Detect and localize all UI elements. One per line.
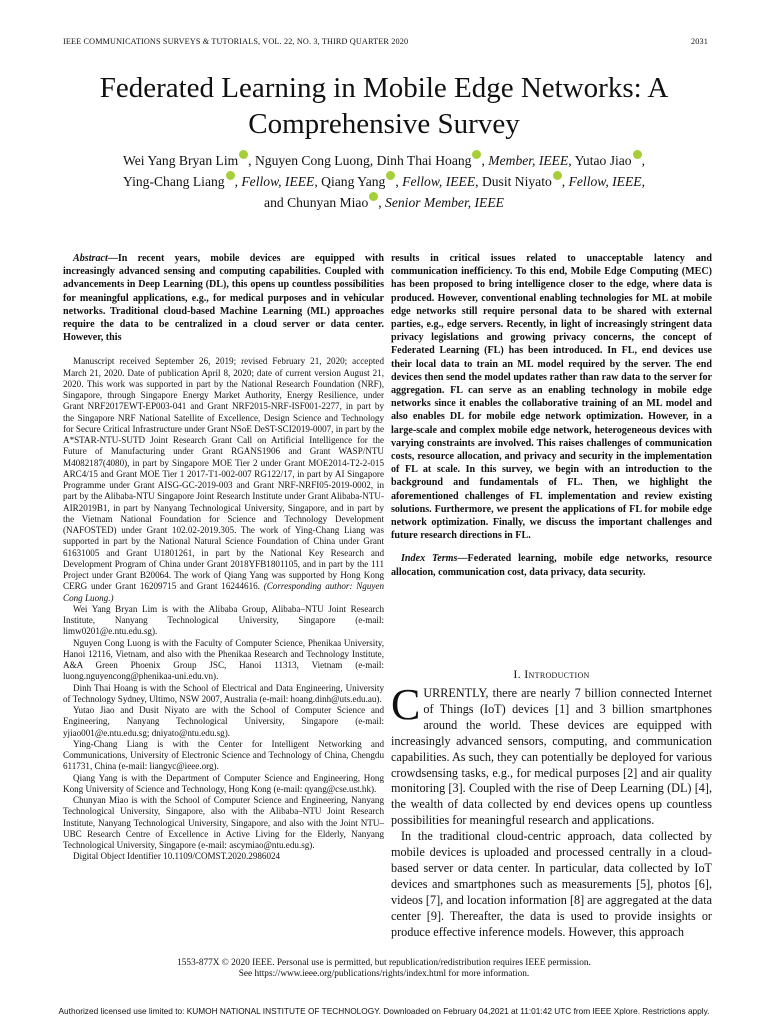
paper-title: Federated Learning in Mobile Edge Networks: A Comprehensive Survey bbox=[99, 72, 669, 140]
author-role: Fellow, IEEE bbox=[402, 174, 476, 189]
affiliation: Yutao Jiao and Dusit Niyato are with the School of Computer Science and Engineering, Nanyang Technological University, Singapore (e-mail: yjiao001@e.ntu.edu.sg; dniyato@ntu.edu.sg). bbox=[63, 705, 384, 738]
author-name: Ying-Chang Liang bbox=[123, 174, 225, 189]
intro-paragraph: In the traditional cloud-centric approach, data collected by mobile devices is uploaded and processed centrally in a cloud-based server or data center. In particular, data collected by IoT devices and smartphones such as measurements [5], photos [6], videos [7], and location information [8] are aggregated at the data center [9]. Thereafter, the data is used to provide insights or produce effective inference models. However, this approach bbox=[391, 829, 712, 939]
rights-link[interactable]: See https://www.ieee.org/publications/rights/index.html for more information. bbox=[238, 969, 530, 979]
orcid-icon[interactable] bbox=[553, 171, 562, 180]
section-heading: I. Introduction bbox=[513, 667, 590, 681]
paragraph-text: URRENTLY, there are nearly 7 billion connected Internet of Things (IoT) devices [1] and 3 billion smartphones around the world. These devices are equipped with increasingly advanced sensors, computing, and communication capabilities. As such, they can potentially be deployed for various crowdsensing tasks, e.g., for medical purposes [2] and air quality monitoring [3]. Coupled with the rise of Deep Learning (DL) [4], the wealth of data collected by end devices opens up countless possibilities for meaningful research and applications. bbox=[391, 686, 712, 828]
copyright-line: 1553-877X © 2020 IEEE. Personal use is permitted, but republication/redistribution requires IEEE permission. bbox=[177, 958, 591, 968]
corresponding-author: (Corresponding author: Nguyen Cong Luong.) bbox=[63, 581, 385, 603]
affiliation: Qiang Yang is with the Department of Computer Science and Engineering, Hong Kong University of Science and Technology, Hong Kong (e-mail: qyang@cse.ust.hk). bbox=[63, 772, 384, 794]
orcid-icon[interactable] bbox=[239, 150, 248, 159]
manuscript-note bbox=[63, 356, 384, 604]
affiliation: Wei Yang Bryan Lim is with the Alibaba Group, Alibaba–NTU Joint Research Institute, Nanyang Technological University, Singapore (e-mail: limw0201@e.ntu.edu.sg). bbox=[63, 603, 384, 637]
abstract-label: Abstract bbox=[73, 253, 108, 264]
manuscript-text: Manuscript received September 26, 2019; revised February 21, 2020; accepted March 21, 2020. Date of publication April 8, 2020; date of current version August 21, 2020. This work was supported in part by the National Research Foundation (NRF), Singapore, through Singapore Energy Market Authority, Energy Resilience, under Grant NRF2017EWT-EP003-041 and Grant NRF2015-NRF-ISF001-2277, in part by the Singapore NRF National Satellite of Excellence, Design Science and Technology for Secure Critical Infrastructure under Grant NSoE DeST-SCI2019-0007, in part by the A*STAR-NTU-SUTD Joint Research Grant Call on Artificial Intelligence for the Future of Manufacturing under Grant RGANS1906 and Grant WASP/NTU M4082187(4080), in part by Singapore MOE Tier 2 under Grant MOE2014-T2-2-015 ARC4/15 and Grant MOE Tier 1 2017-T1-002-007 RG122/17, in part by AI Singapore Programme under Grant AISG-GC-2019-003 and Grant NRF-NRFI05-2019-0002, in part by the Alibaba-NTU Singapore Joint Research Institute under Grant Alibaba-NTU-AIR2019B1, in part by Nanyang Technological University, Singapore, and in part by the Vietnam National Foundation for Science and Technology Development (NAFOSTED) under Grant 102.02-2019.305. The work of Ying-Chang Liang was supported in part by the National Natural Science Foundation of China under Grant 61631005 and Grant U1801261, in part by the National Key Research and Development Program of China under Grant 2018YFB1801105, and in part by the 111 Project under Grant B20064. The work of Qiang Yang was supported by Hong Kong CERG under Grant 16209715 and Grant 16244616. bbox=[63, 356, 384, 592]
author-role: Fellow, IEEE bbox=[568, 174, 642, 189]
abstract bbox=[63, 252, 384, 344]
author-name: Nguyen Cong Luong bbox=[254, 153, 370, 168]
orcid-icon[interactable] bbox=[633, 150, 642, 159]
intro-paragraph bbox=[391, 680, 712, 829]
introduction-body bbox=[391, 680, 712, 941]
author-name: Dusit Niyato bbox=[481, 174, 552, 189]
affiliation: Nguyen Cong Luong is with the Faculty of Computer Science, Phenikaa University, Hanoi 12116, Vietnam, and also with the Phenikaa Research and Technology Institute, A&A Green Phoenix Group JSC, Hanoi 11313, Vietnam (e-mail: luong.nguyencong@phenikaa-uni.edu.vn). bbox=[63, 637, 384, 682]
abstract-text: —In recent years, mobile devices are equipped with increasingly advanced sensing and computing capabilities. Coupled with advancements in Deep Learning (DL), this opens up countless possibilities for meaningful applications, e.g., for medical purposes and in vehicular networks. Traditional cloud-based Machine Learning (ML) approaches require the data to be centralized in a cloud server or data center. However, this bbox=[63, 253, 384, 344]
author-name: Wei Yang Bryan Lim bbox=[122, 153, 239, 168]
author-name: Dinh Thai Hoang bbox=[376, 153, 472, 168]
affiliation: Dinh Thai Hoang is with the School of Electrical and Data Engineering, University of Technology Sydney, Ultimo, NSW 2007, Australia (e-mail: hoang.dinh@uts.edu.au). bbox=[63, 682, 384, 704]
affiliation: Ying-Chang Liang is with the Center for Intelligent Networking and Communications, University of Electronic Science and Technology of China, Chengdu 611731, China (e-mail: liangyc@ieee.org). bbox=[63, 738, 384, 772]
orcid-icon[interactable] bbox=[386, 171, 395, 180]
drop-cap: C bbox=[391, 680, 421, 729]
journal-name: IEEE COMMUNICATIONS SURVEYS & TUTORIALS, VOL. 22, NO. 3, THIRD QUARTER 2020 bbox=[63, 37, 409, 46]
page-number: 2031 bbox=[691, 37, 708, 46]
author-name: Chunyan Miao bbox=[287, 195, 369, 210]
right-column bbox=[391, 252, 712, 579]
author-role: Member, IEEE bbox=[488, 153, 569, 168]
index-terms bbox=[391, 552, 712, 578]
left-column bbox=[63, 252, 384, 863]
license-footer: Authorized licensed use limited to: KUMOH NATIONAL INSTITUTE OF TECHNOLOGY. Downloaded on February 04,2021 at 11:01:42 UTC from IEEE Xplore. Restrictions apply. bbox=[58, 1006, 710, 1016]
index-terms-text: —Federated learning, mobile edge networks, resource allocation, communication cost, data privacy, data security. bbox=[391, 553, 712, 578]
author-list: Wei Yang Bryan Lim , Nguyen Cong Luong, Dinh Thai Hoang , Member, IEEE, Yutao Jiao , Ying-Chang Liang , Fellow, IEEE, Qiang Yang , Fellow, IEEE, Dusit Niyato , Fellow, IEEE, and Chunyan Miao , Senior Member, IEEE bbox=[80, 150, 688, 213]
author-name: Qiang Yang bbox=[321, 174, 386, 189]
running-head bbox=[63, 37, 708, 46]
orcid-icon[interactable] bbox=[226, 171, 235, 180]
orcid-icon[interactable] bbox=[369, 192, 378, 201]
author-name: Yutao Jiao bbox=[574, 153, 632, 168]
author-role: Fellow, IEEE bbox=[241, 174, 315, 189]
doi[interactable]: Digital Object Identifier 10.1109/COMST.2020.2986024 bbox=[73, 851, 281, 862]
copyright-notice bbox=[60, 958, 708, 980]
affiliation: Chunyan Miao is with the School of Computer Science and Engineering, Nanyang Technological University, Singapore, also with the Alibaba–NTU Joint Research Institute, Nanyang Technological University, Singapore, and also with the Joint NTU–UBC Research Centre of Excellence in Active Living for the Elderly, Nanyang Technological University, Singapore (e-mail: ascymiao@ntu.edu.sg). bbox=[63, 795, 384, 851]
footnotes bbox=[63, 356, 384, 862]
author-role: Senior Member, IEEE bbox=[385, 195, 504, 210]
orcid-icon[interactable] bbox=[472, 150, 481, 159]
index-terms-label: Index Terms bbox=[401, 553, 458, 565]
abstract-continued: results in critical issues related to unacceptable latency and communication inefficiency. To this end, Mobile Edge Computing (MEC) has been proposed to bring intelligence closer to the edge, where data is produced. However, conventional enabling technologies for ML at mobile edge networks still require personal data to be shared with external parties, e.g., edge servers. Recently, in light of increasingly stringent data privacy legislations and growing privacy concerns, the concept of Federated Learning (FL) has been introduced. In FL, end devices use their local data to train an ML model required by the server. The end devices then send the model updates rather than raw data to the server for aggregation. FL can serve as an enabling technology in mobile edge networks since it enables the collaborative training of an ML model and also enables DL for mobile edge network optimization. However, in a large-scale and complex mobile edge network, heterogeneous devices with varying constraints are involved. This raises challenges of communication costs, resource allocation, and privacy and security in the implementation of FL at scale. In this survey, we begin with an introduction to the background and fundamentals of FL. Then, we highlight the aforementioned challenges of FL implementation and review existing solutions. Furthermore, we present the applications of FL for mobile edge network optimization. Finally, we discuss the important challenges and future research directions in FL. bbox=[391, 253, 712, 542]
